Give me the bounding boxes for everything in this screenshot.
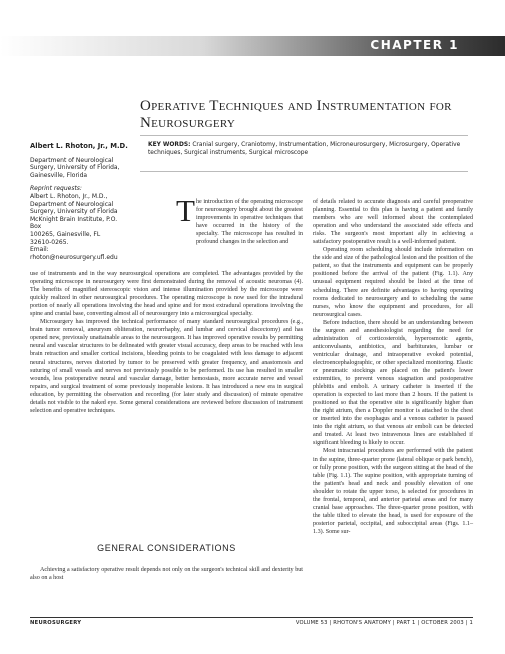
body-paragraph: Microsurgery has improved the technical performance of many standard neurosurgical procedures (e.g., brain tumor removal, aneurysm obliteration, neurorrhaphy, and lumbar and cervical discectomy) and has opened new, previously unattainable areas to the neurosurgeon. It has improved operative results by permitting neural and vascular structures to be delineated with greater visual accuracy, deep areas to be reached with less brain retraction and smaller cortical incisions, bleeding points to be coagulated with less damage to adjacent neural structures, nerves distorted by tumor to be preserved with greater frequency, and anastomosis and suturing of small vessels and nerves not previously possible to be performed. Its use has resulted in smaller wounds, less postoperative neural and vascular damage, better hemostasis, more accurate nerve and vessel repairs, and surgical treatment of some previously inoperable lesions. It has introduced a new era in surgical education, by permitting the observation and recording (for later study and discussion) of minute operative details not visible to the naked eye. Some general considerations are reviewed before discussion of instrument selection and operative techniques. bbox=[30, 319, 303, 414]
lead-paragraph bbox=[196, 198, 303, 246]
affiliation-line: Surgery, University of Florida, bbox=[30, 164, 120, 172]
body-paragraph: Before induction, there should be an understanding between the surgeon and anesthesiologist regarding the need for administration of corticosteroids, hyperosmotic agents, anticonvulsants, antibiotics, and barbiturates, lumbar or ventricular drainage, and intraoperative evoked potential, electroencephalographic, or other specialized monitoring. Elastic or pneumatic stockings are placed on the patient's lower extremities, to prevent venous stagnation and postoperative phlebitis and emboli. A urinary catheter is inserted if the operation is expected to last more than 2 hours. If the patient is positioned so that the operative site is significantly higher than the right atrium, then a Doppler monitor is attached to the chest or inserted into the esophagus and a venous catheter is passed into the right atrium, so that venous air emboli can be detected and treated. At least two intravenous lines are established if significant bleeding is likely to occur. bbox=[313, 319, 473, 447]
journal-name: NEUROSURGERY bbox=[30, 620, 82, 626]
author-name: Albert L. Rhoton, Jr., M.D. bbox=[30, 142, 128, 150]
reprint-label: Reprint requests: bbox=[30, 185, 82, 193]
lead-text: he introduction of the operating microscope for neurosurgery brought about the greatest improvements in operative techniques that have occurred in the history of the specialty. The microscope has resulted in profound changes in the selection and bbox=[196, 199, 303, 246]
left-column bbox=[30, 270, 303, 415]
keywords-block bbox=[148, 141, 463, 158]
body-paragraph: use of instruments and in the way neurosurgical operations are completed. The advantages provided by the operating microscope in neurosurgery were first demonstrated during the removal of acoustic neuromas (4). The benefits of magnified stereoscopic vision and intense illumination provided by the microscope were quickly realized in other neurosurgical procedures. The operating microscope is now used for the intradural portion of nearly all operations involving the head and spine and for most extradural operations involving the spine and cranial base, converting almost all of neurosurgery into a microsurgical specialty. bbox=[30, 271, 303, 318]
reprint-line: Department of Neurological bbox=[30, 200, 114, 208]
article-title: Operative Techniques and Instrumentation for Neurosurgery bbox=[140, 98, 452, 131]
body-paragraph: Most intracranial procedures are performed with the patient in the supine, three-quarter prone (lateral oblique or park bench), or fully prone position, with the surgeon sitting at the head of the table (Fig. 1.1). The supine position, with appropriate turning of the patient's head and neck and possibly elevation of one shoulder to rotate the upper torso, is selected for procedures in the frontal, temporal, and anterior parietal areas and for many cranial base approaches. The three-quarter prone position, with the table tilted to elevate the head, is used for exposure of the posterior parietal, occipital, and suboccipital areas (Figs. 1.1–1.3). Some sur- bbox=[313, 448, 473, 535]
section-heading: GENERAL CONSIDERATIONS bbox=[97, 543, 236, 553]
reprint-line: 100265, Gainesville, FL bbox=[30, 230, 101, 238]
author-block bbox=[30, 143, 130, 261]
drop-cap: T bbox=[176, 193, 195, 228]
author-email: Email: rhoton@neurosurgery.ufl.edu bbox=[30, 246, 118, 261]
affiliation-line: Gainesville, Florida bbox=[30, 171, 88, 179]
chapter-label: CHAPTER 1 bbox=[370, 38, 459, 52]
keywords-label: KEY WORDS: bbox=[148, 142, 191, 148]
keywords-top-rule bbox=[140, 135, 468, 136]
body-paragraph: Operating room scheduling should include information on the side and size of the pathological lesion and the position of the patient, so that the instruments and equipment can be properly positioned before the arrival of the patient (Fig. 1.1). Any unusual equipment required should be listed at the time of scheduling. There are definite advantages to having operating rooms dedicated to neurosurgery and to scheduling the same nurses, who know the equipment and procedures, for all neurosurgical cases. bbox=[313, 247, 473, 318]
reprint-line: Albert L. Rhoton, Jr., M.D., bbox=[30, 192, 108, 200]
footer-citation: VOLUME 53 | RHOTON'S ANATOMY | PART 1 | OCTOBER 2003 | 1 bbox=[295, 620, 473, 626]
reprint-line: 32610-0265. bbox=[30, 238, 69, 246]
keywords-text: Cranial surgery, Craniotomy, Instrumentation, Microneurosurgery, Microsurgery, Operative techniques, Surgical instruments, Surgical microscope bbox=[148, 142, 461, 157]
left-column-bottom bbox=[30, 566, 303, 582]
keywords-bottom-rule bbox=[140, 171, 468, 172]
reprint-line: McKnight Brain Institute, P.O. Box bbox=[30, 215, 118, 231]
body-paragraph: Achieving a satisfactory operative result depends not only on the surgeon's technical skill and dexterity but also on a host bbox=[30, 567, 303, 582]
affiliation-line: Department of Neurological bbox=[30, 156, 114, 164]
body-paragraph: of details related to accurate diagnosis and careful preoperative planning. Essential to this plan is having a patient and family members who are well informed about the contemplated operation and who understand the associated side effects and risks. The surgeon's most important ally in achieving a satisfactory postoperative result is a well-informed patient. bbox=[313, 199, 473, 246]
reprint-line: Surgery, University of Florida bbox=[30, 208, 118, 216]
footer-rule bbox=[30, 617, 473, 618]
right-column bbox=[313, 198, 473, 536]
